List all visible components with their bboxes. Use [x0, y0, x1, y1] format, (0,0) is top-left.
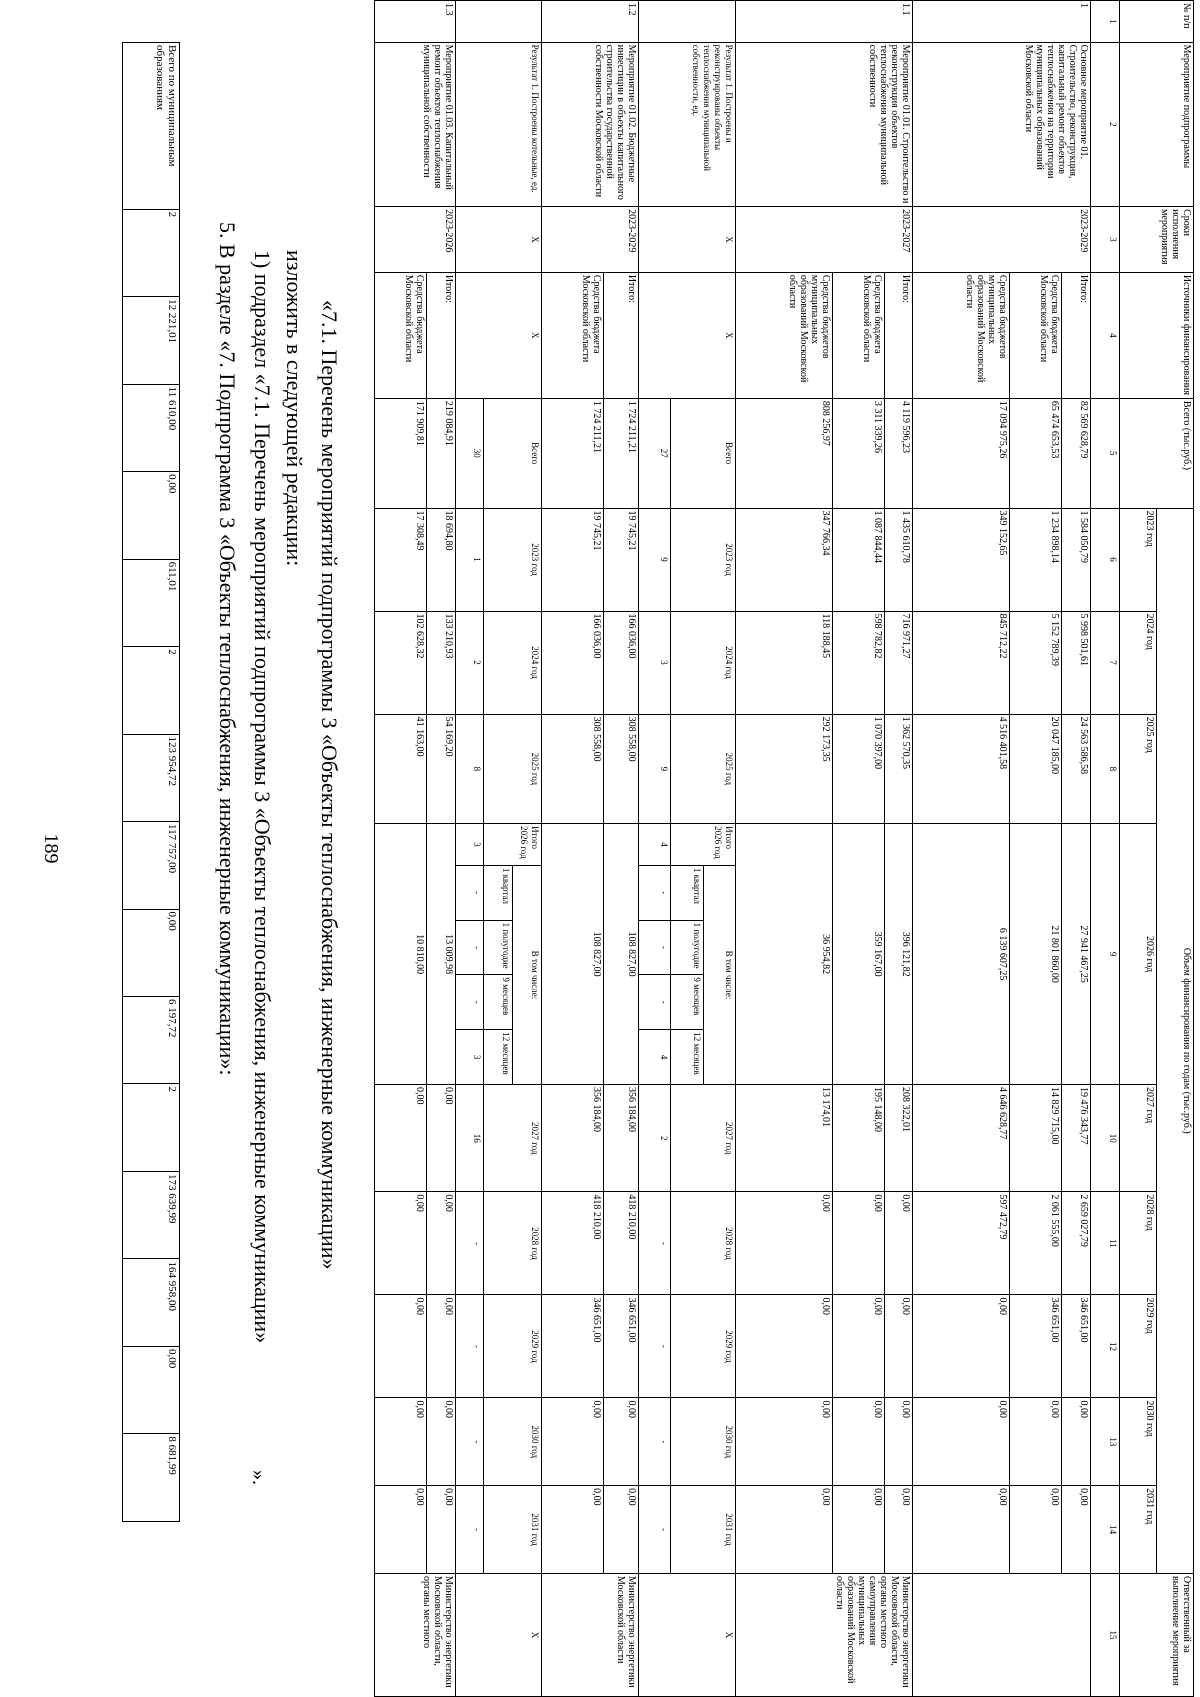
- value-cell: 13 174,01: [736, 1085, 833, 1192]
- column-number: 12: [1090, 1295, 1119, 1398]
- source-label: Средства бюджетов муниципальных образований Московской области: [913, 272, 1010, 398]
- value-cell: 1 724 211,21: [604, 398, 639, 508]
- result-source: Х: [455, 272, 542, 398]
- column-number: 7: [1090, 611, 1119, 714]
- value-cell: 30: [455, 398, 484, 508]
- value-cell: 0,00: [833, 1192, 885, 1295]
- value-cell: 0,00: [426, 1398, 455, 1486]
- result-header: 9 месяцев: [671, 975, 703, 1030]
- value-cell: 0,00: [884, 1398, 913, 1486]
- result-header: 2030 год: [484, 1398, 542, 1486]
- responsible-cell: [913, 1574, 1090, 1697]
- value-cell: 1 362 570,35: [884, 714, 913, 824]
- table-cell: 0,00: [123, 472, 180, 559]
- value-cell: 346 651,00: [1062, 1295, 1091, 1398]
- value-cell: 18 694,80: [426, 508, 455, 611]
- value-cell: 17 094 975,26: [913, 398, 1010, 508]
- value-cell: 0,00: [833, 1295, 885, 1398]
- column-number: 15: [1090, 1574, 1119, 1697]
- column-number: 14: [1090, 1486, 1119, 1574]
- value-cell: 5 998 501,61: [1062, 611, 1091, 714]
- value-cell: 0,00: [604, 1398, 639, 1486]
- header-year: 2026 год: [1119, 824, 1156, 1085]
- value-cell: 356 184,00: [604, 1085, 639, 1192]
- value-cell: 13 009,98: [426, 824, 455, 1085]
- activity-term: 2023-2029: [542, 207, 639, 273]
- column-number-row: [1090, 1, 1119, 1697]
- header-responsible: Ответственный за выполнение мероприятия: [1119, 1574, 1193, 1697]
- value-cell: -: [639, 975, 671, 1030]
- value-cell: 4 119 596,23: [884, 398, 913, 508]
- header-num: № п/п: [1119, 1, 1193, 43]
- responsible-cell: Министерство энергетики Московской области, органы местного самоуправления муниципальных образований Московской области: [736, 1574, 913, 1697]
- value-cell: -: [455, 865, 484, 920]
- value-cell: 347 766,34: [736, 508, 833, 611]
- source-label: Средства бюджета Московской области: [833, 272, 885, 398]
- source-label: Средства бюджета Московской области: [1010, 272, 1062, 398]
- result-header: 2025 год: [484, 714, 542, 824]
- value-cell: 65 474 653,53: [1010, 398, 1062, 508]
- result-header: 2024 год: [484, 611, 542, 714]
- table-cell: 2: [123, 647, 180, 734]
- result-header: 2025 год: [671, 714, 736, 824]
- total-label: Всего по муниципальным образованиям: [123, 43, 180, 210]
- source-label: Средства бюджетов муниципальных образований Московской области: [736, 272, 833, 398]
- table-cell: 173 639,99: [123, 1171, 180, 1258]
- header-total: Всего (тыс.руб.): [1119, 398, 1193, 508]
- value-cell: 0,00: [426, 1192, 455, 1295]
- result-header: В том числе:: [703, 865, 735, 1084]
- column-number: 10: [1090, 1085, 1119, 1192]
- subsection-heading: 1) подраздел «7.1. Перечень мероприятий подпрограммы 3 «Объекты теплоснабжения, инженерные коммуникации»: [250, 250, 275, 1344]
- responsible-cell: Министерство энергетики Московской области, органы местного: [375, 1574, 456, 1697]
- value-cell: 10 810,00: [375, 824, 427, 1085]
- source-label: Итого:: [1062, 272, 1091, 398]
- value-cell: 0,00: [736, 1486, 833, 1574]
- table-row: [703, 1, 735, 1697]
- table-cell: 164 958,00: [123, 1259, 180, 1346]
- value-cell: 108 827,00: [604, 824, 639, 1085]
- responsible-cell: Министерство энергетики Московской области: [542, 1574, 639, 1697]
- value-cell: 118 188,45: [736, 611, 833, 714]
- closing-quote: ».: [248, 1470, 270, 1485]
- activity-term: 2023-2026: [375, 207, 456, 273]
- header-year: 2030 год: [1119, 1398, 1156, 1486]
- value-cell: 0,00: [542, 1398, 604, 1486]
- row-number: 1.3: [375, 1, 456, 43]
- value-cell: 356 184,00: [542, 1085, 604, 1192]
- value-cell: 14 829 715,00: [1010, 1085, 1062, 1192]
- header-sources: Источники финансирования: [1119, 272, 1193, 398]
- result-header: 2023 год: [484, 508, 542, 611]
- source-label: Средства бюджета Московской области: [542, 272, 604, 398]
- table-cell: 12 221,01: [123, 297, 180, 384]
- table-row: [1062, 1, 1091, 1697]
- value-cell: -: [639, 920, 671, 975]
- table-row: [1156, 1, 1193, 1697]
- value-cell: 16: [455, 1085, 484, 1192]
- result-header: 1 квартал: [671, 865, 703, 920]
- header-year: 2027 год: [1119, 1085, 1156, 1192]
- table-cell: 0,00: [123, 1346, 180, 1433]
- column-number: 8: [1090, 714, 1119, 824]
- value-cell: 292 173,35: [736, 714, 833, 824]
- table-cell: 0,00: [123, 909, 180, 996]
- table-cell: 117 757,00: [123, 822, 180, 909]
- result-header: 12 месяцев: [671, 1030, 703, 1085]
- result-header: 1 полугодие: [484, 920, 513, 975]
- value-cell: 597 472,79: [913, 1192, 1010, 1295]
- value-cell: 346 651,00: [604, 1295, 639, 1398]
- row-number: 1: [913, 1, 1090, 43]
- value-cell: 0,00: [375, 1398, 427, 1486]
- value-cell: 24 563 586,58: [1062, 714, 1091, 824]
- result-header: 9 месяцев: [484, 975, 513, 1030]
- result-header: 1 квартал: [484, 865, 513, 920]
- result-header: 1 полугодие: [671, 920, 703, 975]
- value-cell: 21 801 860,00: [1010, 824, 1062, 1085]
- value-cell: 5 152 789,39: [1010, 611, 1062, 714]
- value-cell: -: [639, 1295, 671, 1398]
- table-row: [884, 1, 913, 1697]
- value-cell: 0,00: [833, 1486, 885, 1574]
- column-number: 6: [1090, 508, 1119, 611]
- activity-name: Мероприятие 01.01. Строительство и реконструкция объектов теплоснабжения муниципальной собственности: [736, 42, 913, 206]
- header-year: 2029 год: [1119, 1295, 1156, 1398]
- header-terms: Сроки исполнения мероприятия: [1119, 207, 1193, 273]
- value-cell: 359 167,00: [833, 824, 885, 1085]
- activity-name: Мероприятие 01.03. Капитальный ремонт объектов теплоснабжения муниципальной собственности: [375, 42, 456, 206]
- result-header: 2029 год: [671, 1295, 736, 1398]
- value-cell: 0,00: [426, 1295, 455, 1398]
- column-number: 2: [1090, 42, 1119, 206]
- result-header: 2029 год: [484, 1295, 542, 1398]
- value-cell: 36 954,82: [736, 824, 833, 1085]
- value-cell: 0,00: [1010, 1486, 1062, 1574]
- value-cell: -: [639, 1398, 671, 1486]
- column-number: 5: [1090, 398, 1119, 508]
- value-cell: 716 971,27: [884, 611, 913, 714]
- value-cell: 102 628,32: [375, 611, 427, 714]
- result-term: Х: [455, 207, 542, 273]
- result-header: В том числе:: [513, 865, 542, 1084]
- value-cell: -: [639, 865, 671, 920]
- result-header: 2028 год: [484, 1192, 542, 1295]
- value-cell: 4: [639, 1030, 671, 1085]
- column-number: 9: [1090, 824, 1119, 1085]
- value-cell: 346 651,00: [1010, 1295, 1062, 1398]
- header-year: 2025 год: [1119, 714, 1156, 824]
- table-cell: 11 610,00: [123, 384, 180, 471]
- value-cell: 1 087 844,44: [833, 508, 885, 611]
- table-title: «7.1. Перечень мероприятий подпрограммы 3 «Объекты теплоснабжения, инженерные коммуникации»: [317, 300, 342, 1270]
- value-cell: 0,00: [913, 1398, 1010, 1486]
- responsible-cell: Х: [639, 1574, 736, 1697]
- value-cell: 219 084,91: [426, 398, 455, 508]
- value-cell: 19 476 343,77: [1062, 1085, 1091, 1192]
- activity-term: 2023-2029: [913, 207, 1090, 273]
- value-cell: 19 745,21: [542, 508, 604, 611]
- value-cell: 82 569 628,79: [1062, 398, 1091, 508]
- value-cell: 17 308,49: [375, 508, 427, 611]
- source-label: Итого:: [884, 272, 913, 398]
- row-number: 1.1: [736, 1, 913, 43]
- result-header: 2028 год: [671, 1192, 736, 1295]
- value-cell: 166 036,00: [604, 611, 639, 714]
- value-cell: 2: [639, 1085, 671, 1192]
- result-source: Х: [639, 272, 736, 398]
- value-cell: 19 745,21: [604, 508, 639, 611]
- table-cell: 611,01: [123, 559, 180, 646]
- column-number: 3: [1090, 207, 1119, 273]
- value-cell: 3 311 339,26: [833, 398, 885, 508]
- value-cell: -: [455, 975, 484, 1030]
- value-cell: 418 210,00: [542, 1192, 604, 1295]
- value-cell: 195 148,00: [833, 1085, 885, 1192]
- value-cell: 0,00: [426, 1085, 455, 1192]
- result-header: 2031 год: [484, 1486, 542, 1574]
- value-cell: 0,00: [604, 1486, 639, 1574]
- value-cell: 0,00: [736, 1398, 833, 1486]
- value-cell: 0,00: [1062, 1398, 1091, 1486]
- value-cell: 1 584 050,79: [1062, 508, 1091, 611]
- value-cell: 0,00: [884, 1192, 913, 1295]
- value-cell: 308 558,00: [604, 714, 639, 824]
- value-cell: 0,00: [375, 1295, 427, 1398]
- column-number: 1: [1090, 1, 1119, 43]
- row-number: [639, 1, 736, 43]
- activity-term: 2023-2027: [736, 207, 913, 273]
- table-cell: 2: [123, 209, 180, 296]
- header-volume: Объем финансирования по годам (тыс.руб.): [1156, 508, 1193, 1574]
- value-cell: 4 516 401,58: [913, 714, 1010, 824]
- result-header: 12 месяцев: [484, 1030, 513, 1085]
- value-cell: 0,00: [1062, 1486, 1091, 1574]
- value-cell: 41 163,00: [375, 714, 427, 824]
- value-cell: 3: [455, 824, 484, 866]
- section-heading: 5. В разделе «7. Подпрограмма 3 «Объекты теплоснабжения, инженерные коммуникации»:: [215, 222, 240, 1076]
- page-number: 189: [40, 833, 62, 864]
- table-cell: 6 197,72: [123, 997, 180, 1084]
- value-cell: 1 435 610,78: [884, 508, 913, 611]
- value-cell: 133 210,93: [426, 611, 455, 714]
- value-cell: 845 712,22: [913, 611, 1010, 714]
- value-cell: 1 234 898,14: [1010, 508, 1062, 611]
- value-cell: 808 256,97: [736, 398, 833, 508]
- header-year: 2028 год: [1119, 1192, 1156, 1295]
- column-number: 4: [1090, 272, 1119, 398]
- value-cell: 2: [455, 611, 484, 714]
- activity-name: Основное мероприятие 01. Строительство, реконструкция, капитальный ремонт объектов теплоснабжения на территории муниципальных образований Московской области: [913, 42, 1090, 206]
- value-cell: -: [639, 1486, 671, 1574]
- value-cell: 0,00: [884, 1295, 913, 1398]
- table-row: [426, 1, 455, 1697]
- result-header: Всего: [484, 398, 542, 508]
- value-cell: -: [455, 1486, 484, 1574]
- edit-instruction: изложить в следующей редакции:: [282, 250, 307, 567]
- activities-table: [374, 0, 1194, 1697]
- table-cell: 2: [123, 1084, 180, 1171]
- result-header: Итого 2026 год: [671, 824, 736, 866]
- table-cell: 123 954,72: [123, 734, 180, 821]
- value-cell: -: [455, 1295, 484, 1398]
- value-cell: 54 169,20: [426, 714, 455, 824]
- value-cell: -: [455, 920, 484, 975]
- value-cell: 349 152,65: [913, 508, 1010, 611]
- value-cell: 0,00: [375, 1486, 427, 1574]
- value-cell: 0,00: [913, 1295, 1010, 1398]
- result-header: Итого 2026 год: [484, 824, 542, 866]
- result-term: Х: [639, 207, 736, 273]
- value-cell: 0,00: [1010, 1398, 1062, 1486]
- value-cell: 108 827,00: [542, 824, 604, 1085]
- table-row: [123, 43, 180, 1522]
- value-cell: 0,00: [426, 1486, 455, 1574]
- value-cell: 3: [639, 611, 671, 714]
- source-label: Средства бюджета Московской области: [375, 272, 427, 398]
- value-cell: -: [455, 1192, 484, 1295]
- result-header: 2024 год: [671, 611, 736, 714]
- result-header: 2027 год: [484, 1085, 542, 1192]
- value-cell: 396 121,82: [884, 824, 913, 1085]
- value-cell: 418 210,00: [604, 1192, 639, 1295]
- row-number: 1.2: [542, 1, 639, 43]
- value-cell: 171 909,81: [375, 398, 427, 508]
- value-cell: 8: [455, 714, 484, 824]
- value-cell: 27: [639, 398, 671, 508]
- result-name: Результат 1. Построены и реконструированы объекты теплоснабжения муниципальной собственности, ед.: [639, 42, 736, 206]
- header-year: 2031 год: [1119, 1486, 1156, 1574]
- value-cell: 4 646 628,77: [913, 1085, 1010, 1192]
- responsible-cell: Х: [455, 1574, 542, 1697]
- value-cell: 2 659 027,79: [1062, 1192, 1091, 1295]
- table-cell: 8 681,99: [123, 1434, 180, 1522]
- result-name: Результат 1. Построены котельные, ед.: [455, 42, 542, 206]
- table-row: [513, 1, 542, 1697]
- result-header: 2031 год: [671, 1486, 736, 1574]
- value-cell: 6 139 607,25: [913, 824, 1010, 1085]
- value-cell: 0,00: [542, 1486, 604, 1574]
- value-cell: 1 070 397,00: [833, 714, 885, 824]
- header-activity: Мероприятие подпрограммы: [1119, 42, 1193, 206]
- value-cell: 3: [455, 1030, 484, 1085]
- value-cell: 9: [639, 714, 671, 824]
- result-header: Всего: [671, 398, 736, 508]
- header-year: 2023 год: [1119, 508, 1156, 611]
- result-header: 2023 год: [671, 508, 736, 611]
- source-label: Итого:: [426, 272, 455, 398]
- value-cell: 0,00: [736, 1192, 833, 1295]
- value-cell: 1: [455, 508, 484, 611]
- value-cell: 308 558,00: [542, 714, 604, 824]
- row-number: [455, 1, 542, 43]
- value-cell: -: [639, 1192, 671, 1295]
- value-cell: 0,00: [375, 1192, 427, 1295]
- value-cell: 166 036,00: [542, 611, 604, 714]
- value-cell: 346 651,00: [542, 1295, 604, 1398]
- value-cell: -: [455, 1398, 484, 1486]
- column-number: 13: [1090, 1398, 1119, 1486]
- value-cell: 27 941 467,25: [1062, 824, 1091, 1085]
- column-number: 11: [1090, 1192, 1119, 1295]
- value-cell: 0,00: [833, 1398, 885, 1486]
- header-year: 2024 год: [1119, 611, 1156, 714]
- value-cell: 2 061 555,00: [1010, 1192, 1062, 1295]
- value-cell: 0,00: [736, 1295, 833, 1398]
- table-row: [604, 1, 639, 1697]
- value-cell: 9: [639, 508, 671, 611]
- result-header: 2027 год: [671, 1085, 736, 1192]
- value-cell: 598 782,82: [833, 611, 885, 714]
- value-cell: 1 724 211,21: [542, 398, 604, 508]
- municipal-totals-table: [122, 42, 180, 1522]
- value-cell: 208 322,01: [884, 1085, 913, 1192]
- value-cell: 0,00: [375, 1085, 427, 1192]
- source-label: Итого:: [604, 272, 639, 398]
- value-cell: 0,00: [884, 1486, 913, 1574]
- result-header: 2030 год: [671, 1398, 736, 1486]
- activity-name: Мероприятие 01.02. Бюджетные инвестиции в объекты капитального строительства государственной собственности Московской области: [542, 42, 639, 206]
- value-cell: 4: [639, 824, 671, 866]
- value-cell: 20 047 185,00: [1010, 714, 1062, 824]
- value-cell: 0,00: [913, 1486, 1010, 1574]
